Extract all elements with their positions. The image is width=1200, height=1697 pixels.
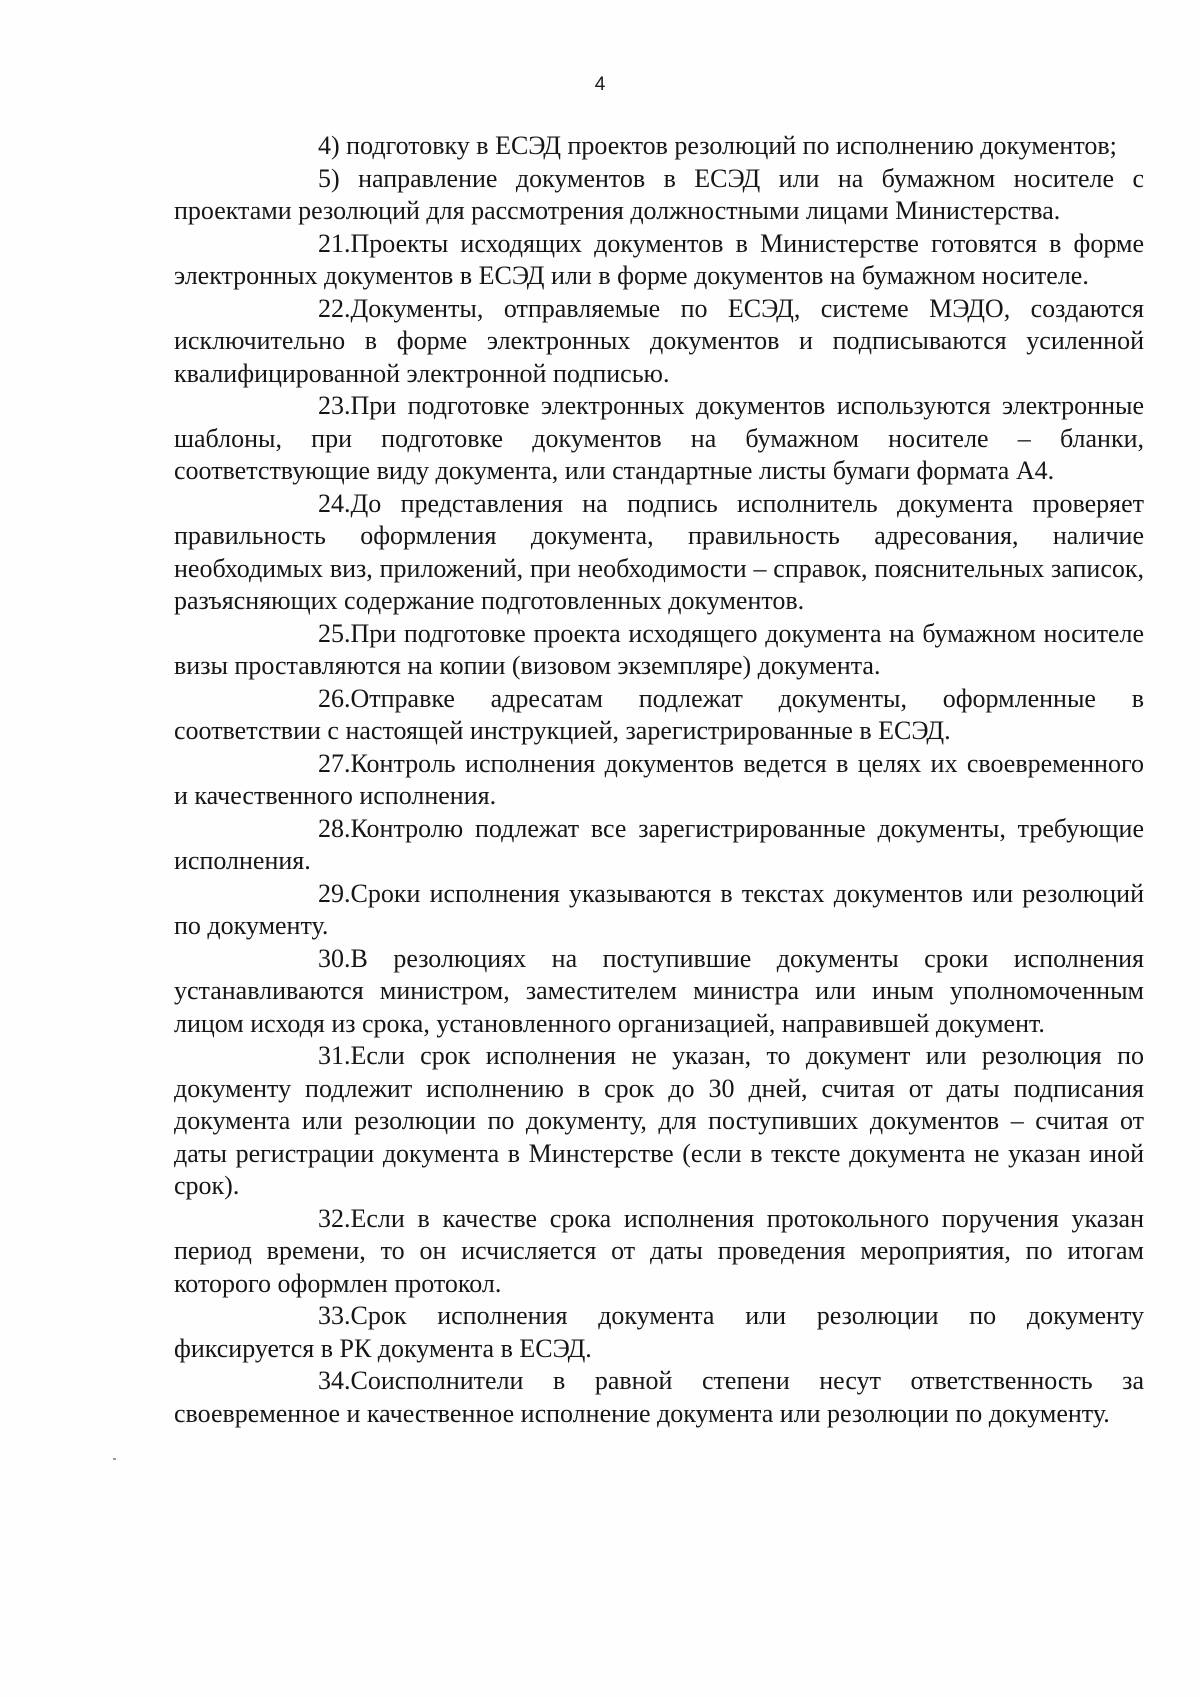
paragraph-number: 24. <box>318 488 351 518</box>
paragraph-text: Контроль исполнения документов ведется в целях их своевременного и качественного исполнения. <box>174 748 1144 810</box>
paragraph-text: Срок исполнения документа или резолюции по документу фиксируется в РК документа в ЕСЭД. <box>174 1301 1144 1363</box>
paragraph-text: До представления на подпись исполнитель документа проверяет правильность оформления документа, правильность адресования, наличие необходимых виз, приложений, при необходимости – справок, пояснительных записок, разъясняющих содержание подготовленных документов. <box>174 488 1144 615</box>
paragraph-text: Документы, отправляемые по ЕСЭД, системе МЭДО, создаются исключительно в форме электронных документов и подписываются усиленной квалифицированной электронной подписью. <box>174 293 1144 388</box>
paragraph-21 <box>174 228 1144 293</box>
paragraph-number: 25. <box>318 618 351 648</box>
paragraph-text: При подготовке электронных документов используются электронные шаблоны, при подготовке документов на бумажном носителе – бланки, соответствующие виду документа, или стандартные листы бумаги формата А4. <box>174 391 1144 485</box>
paragraph-24 <box>174 488 1144 618</box>
paragraph-number: 29. <box>318 878 351 908</box>
paragraph-22 <box>174 293 1144 391</box>
paragraph-28 <box>174 813 1144 878</box>
paragraph-number: 31. <box>318 1041 351 1070</box>
paragraph-text: При подготовке проекта исходящего документа на бумажном носителе визы проставляются на копии (визовом экземпляре) документа. <box>174 618 1144 680</box>
paragraph-25 <box>174 618 1144 683</box>
paragraph-number: 23. <box>318 391 351 420</box>
paragraph-number: 27. <box>318 748 351 778</box>
paragraph-text: В резолюциях на поступившие документы сроки исполнения устанавливаются министром, заместителем министра или иным уполномоченным лицом исходя из срока, установленного организацией, направившей документ. <box>174 943 1144 1038</box>
paragraph-number: 26. <box>318 683 351 713</box>
paragraph-text: Сроки исполнения указываются в текстах документов или резолюций по документу. <box>174 878 1144 940</box>
paragraph-number: 4) <box>318 131 340 160</box>
paragraph-text: Если в качестве срока исполнения протокольного поручения указан период времени, то он исчисляется от даты проведения мероприятия, по итогам которого оформлен протокол. <box>174 1203 1144 1298</box>
paragraph-30 <box>174 943 1144 1041</box>
paragraph-sub-5 <box>174 163 1144 228</box>
paragraph-number: 21. <box>318 228 351 258</box>
paragraph-number: 33. <box>318 1301 351 1330</box>
page-number: 4 <box>594 74 606 95</box>
paragraph-text: Контролю подлежат все зарегистрированные документы, требующие исполнения. <box>174 813 1144 875</box>
paragraph-34 <box>174 1365 1144 1430</box>
paragraph-31 <box>174 1040 1144 1203</box>
paragraph-32 <box>174 1203 1144 1301</box>
paragraph-text: направление документов в ЕСЭД или на бумажном носителе с проектами резолюций для рассмотрения должностными лицами Министерства. <box>174 163 1144 225</box>
paragraph-text: подготовку в ЕСЭД проектов резолюций по исполнению документов; <box>346 131 1117 160</box>
paragraph-number: 28. <box>318 813 351 843</box>
paragraph-number: 5) <box>318 163 340 193</box>
paragraph-text: Отправке адресатам подлежат документы, оформленные в соответствии с настоящей инструкцией, зарегистрированные в ЕСЭД. <box>174 683 1144 745</box>
paragraph-number: 30. <box>318 943 351 973</box>
paragraph-33 <box>174 1300 1144 1365</box>
paragraph-29 <box>174 878 1144 943</box>
paragraph-number: 32. <box>318 1203 351 1233</box>
paragraph-text: Проекты исходящих документов в Министерстве готовятся в форме электронных документов в ЕСЭД или в форме документов на бумажном носителе. <box>174 228 1144 290</box>
paragraph-sub-4 <box>174 130 1144 163</box>
paragraph-text: Если срок исполнения не указан, то документ или резолюция по документу подлежит исполнению в срок до 30 дней, считая от даты подписания документа или резолюции по документу, для поступивших документов – считая от даты регистрации документа в Минстерстве (если в тексте документа не указан иной срок). <box>174 1041 1144 1200</box>
scan-speck <box>113 1458 116 1460</box>
paragraph-number: 22. <box>318 293 351 323</box>
paragraph-27 <box>174 748 1144 813</box>
document-body <box>174 130 1144 1430</box>
paragraph-23 <box>174 390 1144 488</box>
paragraph-text: Соисполнители в равной степени несут ответственность за своевременное и качественное исполнение документа или резолюции по документу. <box>174 1366 1144 1428</box>
paragraph-number: 34. <box>318 1366 351 1395</box>
paragraph-26 <box>174 683 1144 748</box>
